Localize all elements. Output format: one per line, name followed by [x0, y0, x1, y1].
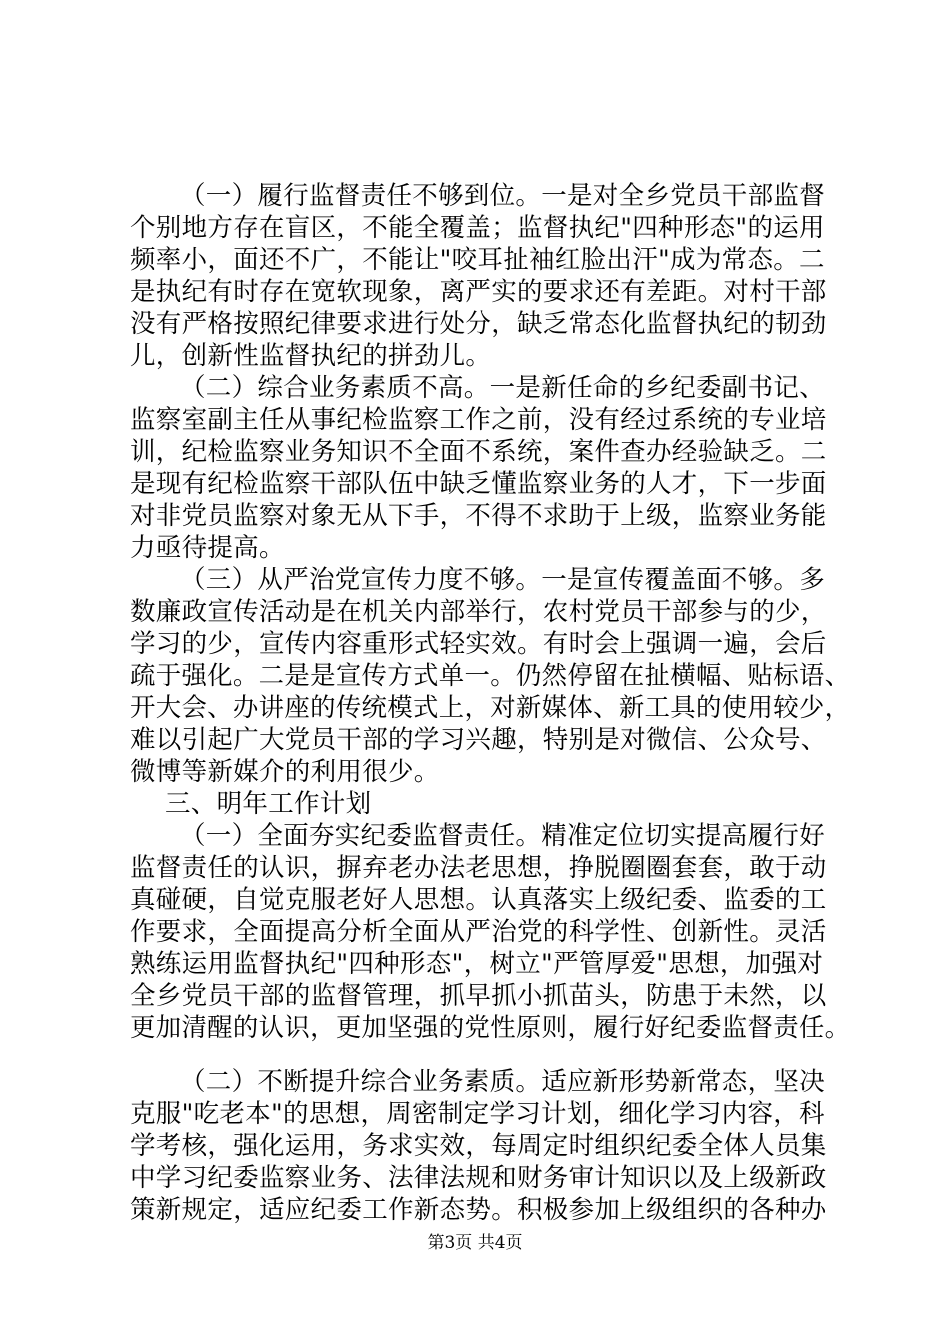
paragraph-line: （一）履行监督责任不够到位。一是对全乡党员干部监督 — [180, 181, 826, 211]
paragraph-line: 对非党员监察对象无从下手，不得不求助于上级，监察业务能 — [130, 501, 827, 531]
paragraph-line: 儿，创新性监督执纪的拼劲儿。 — [130, 341, 492, 371]
paragraph-line: 作要求，全面提高分析全面从严治党的科学性、创新性。灵活 — [130, 917, 827, 947]
paragraph-line: 策新规定，适应纪委工作新态势。积极参加上级组织的各种办 — [130, 1195, 827, 1225]
paragraph-line: 难以引起广大党员干部的学习兴趣，特别是对微信、公众号、 — [130, 725, 827, 755]
paragraph-line: 疏于强化。二是是宣传方式单一。仍然停留在扯横幅、贴标语、 — [130, 661, 851, 691]
paragraph-line: 微博等新媒介的利用很少。 — [130, 757, 440, 787]
paragraph-line: （二）综合业务素质不高。一是新任命的乡纪委副书记、 — [180, 373, 826, 403]
paragraph-line: 是执纪有时存在宽软现象，离严实的要求还有差距。对村干部 — [130, 277, 827, 307]
paragraph-line: 训，纪检监察业务知识不全面不系统，案件查办经验缺乏。二 — [130, 437, 827, 467]
paragraph-line: 真碰硬，自觉克服老好人思想。认真落实上级纪委、监委的工 — [130, 885, 827, 915]
page-number-footer: 第3页 共4页 — [427, 1233, 523, 1253]
paragraph-line: （二）不断提升综合业务素质。适应新形势新常态，坚决 — [180, 1067, 826, 1097]
paragraph-line: 监察室副主任从事纪检监察工作之前，没有经过系统的专业培 — [130, 405, 827, 435]
paragraph-line: 个别地方存在盲区，不能全覆盖；监督执纪"四种形态"的运用 — [130, 213, 825, 243]
paragraph-line: 学习的少，宣传内容重形式轻实效。有时会上强调一遍，会后 — [130, 629, 827, 659]
paragraph-line: 开大会、办讲座的传统模式上，对新媒体、新工具的使用较少， — [130, 693, 851, 723]
paragraph-line: 克服"吃老本"的思想，周密制定学习计划，细化学习内容，科 — [130, 1099, 825, 1129]
paragraph-line: （一）全面夯实纪委监督责任。精准定位切实提高履行好 — [180, 821, 826, 851]
paragraph-line: 全乡党员干部的监督管理，抓早抓小抓苗头，防患于未然，以 — [130, 981, 827, 1011]
paragraph-line: （三）从严治党宣传力度不够。一是宣传覆盖面不够。多 — [180, 565, 826, 595]
paragraph-line: 学考核，强化运用，务求实效，每周定时组织纪委全体人员集 — [130, 1131, 827, 1161]
paragraph-line: 是现有纪检监察干部队伍中缺乏懂监察业务的人才，下一步面 — [130, 469, 827, 499]
paragraph-line: 熟练运用监督执纪"四种形态"，树立"严管厚爱"思想，加强对 — [130, 949, 824, 979]
section-heading: 三、明年工作计划 — [165, 789, 372, 819]
paragraph-line: 中学习纪委监察业务、法律法规和财务审计知识以及上级新政 — [130, 1163, 827, 1193]
paragraph-line: 更加清醒的认识，更加坚强的党性原则，履行好纪委监督责任。 — [130, 1013, 851, 1043]
paragraph-line: 数廉政宣传活动是在机关内部举行，农村党员干部参与的少， — [130, 597, 827, 627]
paragraph-line: 没有严格按照纪律要求进行处分，缺乏常态化监督执纪的韧劲 — [130, 309, 827, 339]
paragraph-line: 监督责任的认识，摒弃老办法老思想，挣脱圈圈套套，敢于动 — [130, 853, 827, 883]
paragraph-line: 力亟待提高。 — [130, 533, 285, 563]
paragraph-line: 频率小，面还不广，不能让"咬耳扯袖红脸出汗"成为常态。二 — [130, 245, 825, 275]
